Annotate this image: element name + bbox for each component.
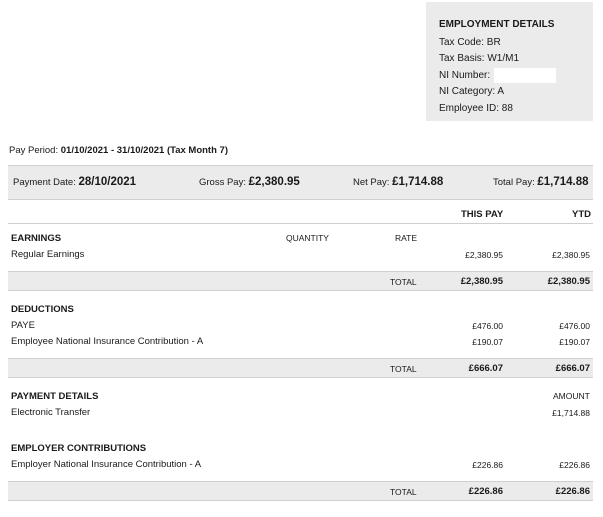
total-pay (493, 176, 589, 188)
earnings-title: EARNINGS (11, 233, 62, 244)
employer-total-ytd: £226.86 (555, 486, 590, 497)
payment-date-value: 28/10/2021 (78, 176, 137, 188)
payment-amount-header: AMOUNT (553, 391, 590, 401)
deduction-row-this-pay: £476.00 (472, 321, 503, 331)
employer-total-this-pay: £226.86 (468, 486, 503, 497)
employee-id: Employee ID: 88 (439, 102, 513, 114)
earnings-rate-header: RATE (395, 233, 418, 243)
earnings-quantity-header: QUANTITY (286, 233, 329, 243)
gross-pay-label: Gross Pay: (199, 177, 246, 188)
ni-number (439, 68, 593, 85)
earnings-total-label: TOTAL (390, 277, 417, 287)
employment-details-box (426, 2, 593, 121)
deductions-title: DEDUCTIONS (11, 304, 74, 315)
payment-date-label: Payment Date: (13, 177, 76, 188)
total-pay-value: £1,714.88 (537, 176, 589, 188)
payment-row-label: Electronic Transfer (11, 407, 91, 418)
total-pay-label: Total Pay: (493, 177, 535, 188)
payment-date (13, 176, 136, 188)
earnings-row-label: Regular Earnings (11, 249, 85, 260)
column-this-pay: THIS PAY (461, 209, 504, 220)
deduction-row-this-pay: £190.07 (472, 337, 503, 347)
earnings-row-this-pay: £2,380.95 (465, 250, 503, 260)
deductions-total-ytd: £666.07 (555, 363, 590, 374)
tax-basis: Tax Basis: W1/M1 (439, 53, 520, 64)
tax-code: Tax Code: BR (439, 36, 501, 48)
deduction-row-label: PAYE (11, 320, 35, 331)
employer-total-bar (8, 481, 593, 501)
employer-row-ytd: £226.86 (559, 460, 590, 470)
ni-number-label: NI Number: (439, 69, 491, 81)
gross-pay (199, 176, 300, 188)
deduction-row-label: Employee National Insurance Contribution - A (11, 336, 204, 347)
earnings-total-this-pay: £2,380.95 (460, 276, 503, 287)
payment-details-title: PAYMENT DETAILS (11, 391, 99, 402)
ni-number-redacted (494, 68, 556, 83)
employer-row-this-pay: £226.86 (472, 460, 503, 470)
deductions-total-this-pay: £666.07 (468, 363, 503, 374)
ni-category: NI Category: A (439, 86, 505, 98)
net-pay (353, 176, 443, 188)
employer-row-label: Employer National Insurance Contribution - A (11, 459, 202, 470)
earnings-total-bar (8, 271, 593, 291)
gross-pay-value: £2,380.95 (248, 176, 300, 188)
pay-summary-bar (8, 165, 593, 200)
employer-contributions-title: EMPLOYER CONTRIBUTIONS (11, 443, 147, 454)
deductions-total-label: TOTAL (390, 364, 417, 374)
payment-row-amount: £1,714.88 (552, 408, 590, 418)
pay-period-label: Pay Period: (9, 145, 59, 156)
net-pay-label: Net Pay: (353, 177, 390, 188)
divider (8, 223, 593, 224)
earnings-total-ytd: £2,380.95 (547, 276, 590, 287)
deductions-total-bar (8, 358, 593, 378)
employer-total-label: TOTAL (390, 487, 417, 497)
pay-period-value: 01/10/2021 - 31/10/2021 (Tax Month 7) (60, 145, 228, 156)
pay-period (9, 145, 228, 156)
deduction-row-ytd: £476.00 (559, 321, 590, 331)
employment-details-title: EMPLOYMENT DETAILS (439, 19, 555, 30)
deduction-row-ytd: £190.07 (559, 337, 590, 347)
column-ytd: YTD (572, 209, 591, 220)
net-pay-value: £1,714.88 (392, 176, 444, 188)
earnings-row-ytd: £2,380.95 (552, 250, 590, 260)
